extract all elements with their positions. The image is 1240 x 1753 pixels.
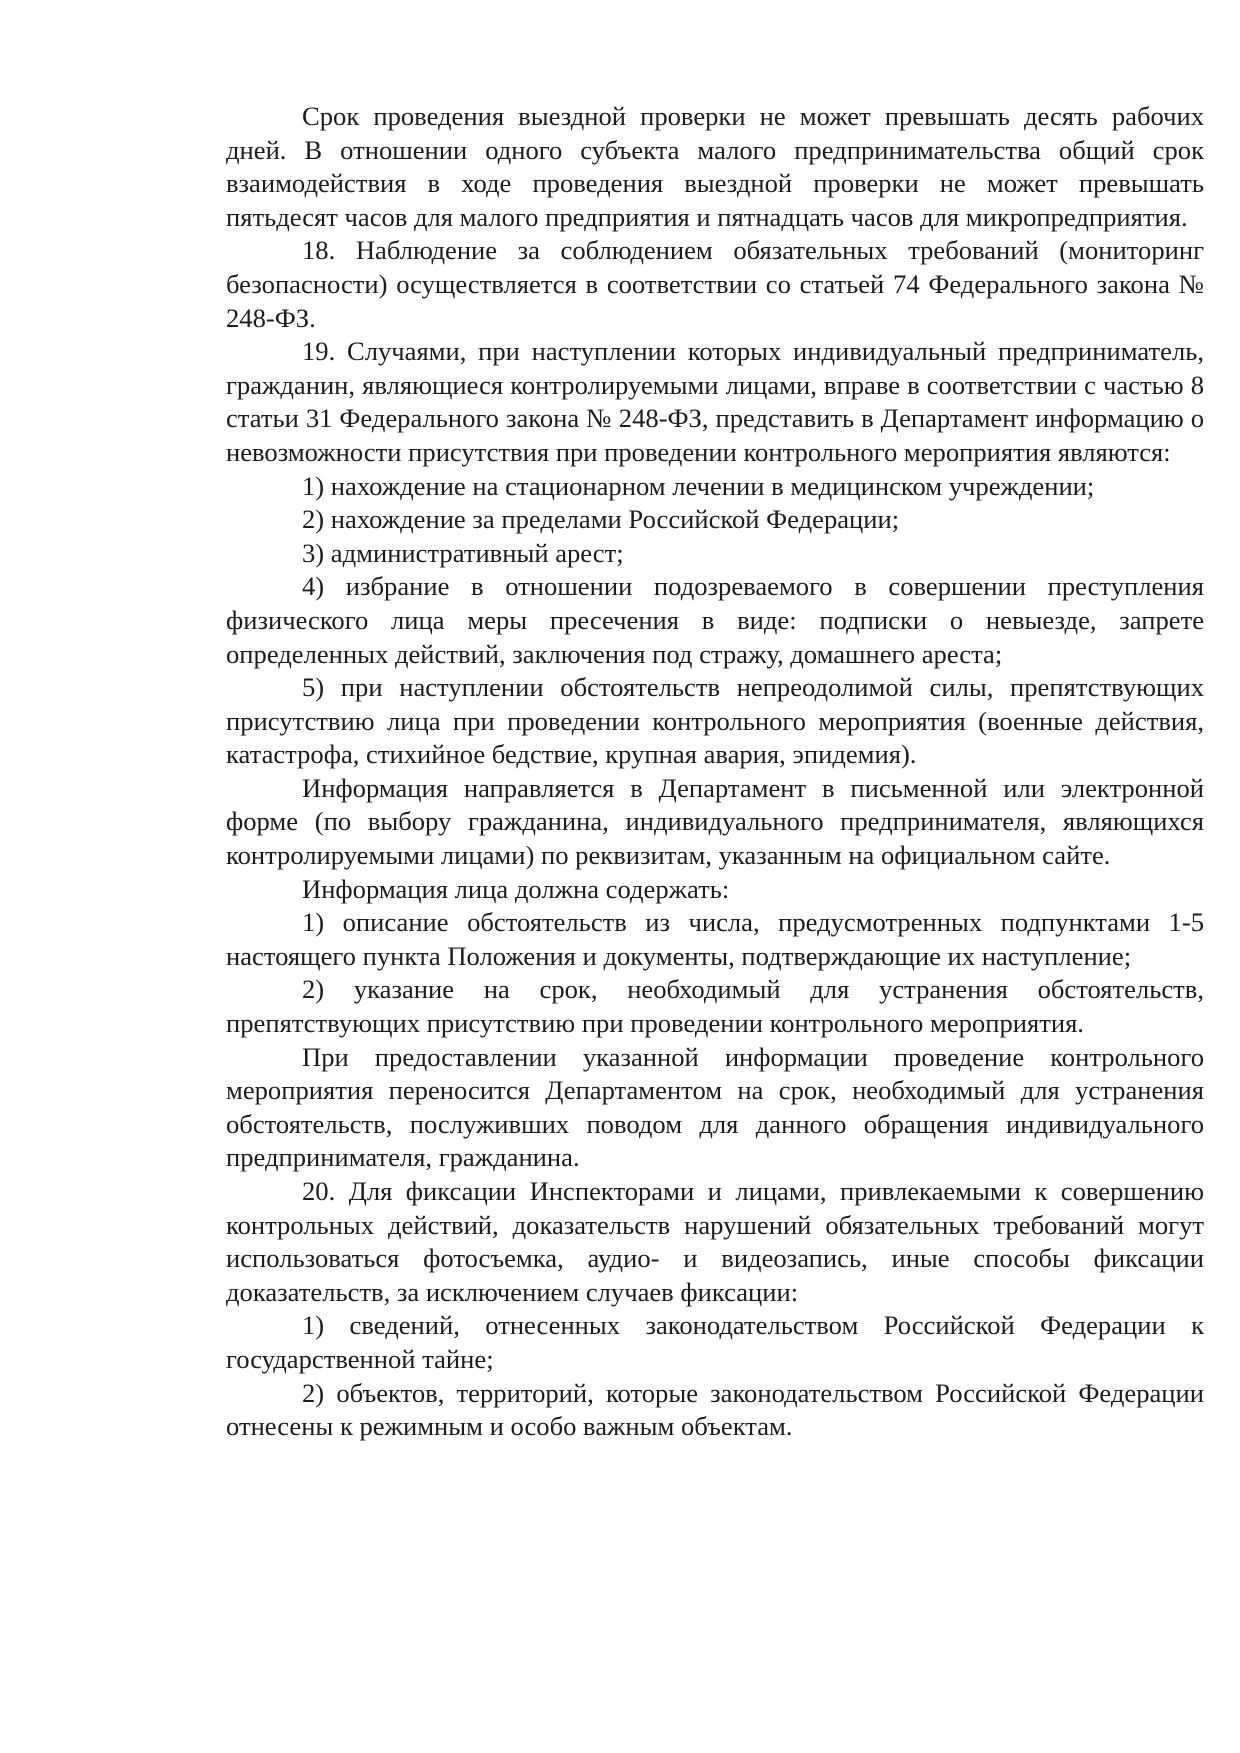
paragraph-postponement: При предоставлении указанной информации проведение контрольного мероприятия переносится Департаментом на срок, необходимый для устранения обстоятельств, послуживших поводом для данного обращения индивидуального предпринимателя, гражданина. xyxy=(226,1041,1204,1173)
paragraph-20-evidence-recording: 20. Для фиксации Инспекторами и лицами, привлекаемыми к совершению контрольных действий, доказательств нарушений обязательных требований могут использоваться фотосъемка, аудио- и видеозапись, иные способы фиксации доказательств, за исключением случаев фиксации: xyxy=(226,1176,1204,1307)
list-item-circumstances: 1) описание обстоятельств из числа, предусмотренных подпунктами 1-5 настоящего пункта Положения и документы, подтверждающие их наступление; xyxy=(226,907,1204,971)
paragraph-information-submission: Информация направляется в Департамент в письменной или электронной форме (по выбору гражданина, индивидуального предпринимателя, являющихся контролируемыми лицами) по реквизитам, указанным на официальном сайте. xyxy=(226,772,1204,871)
list-item-state-secret: 1) сведений, отнесенных законодательством Российской Федерации к государственной тайне; xyxy=(226,1310,1204,1374)
paragraph-19-absence-cases: 19. Случаями, при наступлении которых индивидуальный предприниматель, гражданин, являющиеся контролируемыми лицами, вправе в соответствии с частью 8 статьи 31 Федерального закона № 248-ФЗ, представить в Департамент информацию о невозможности присутствия при проведении контрольного мероприятия являются: xyxy=(226,336,1204,467)
document-body xyxy=(226,100,1204,1444)
list-item-abroad: 2) нахождение за пределами Российской Федерации; xyxy=(302,504,900,535)
list-item-term: 2) указание на срок, необходимый для устранения обстоятельств, препятствующих присутствию при проведении контрольного мероприятия. xyxy=(226,974,1204,1039)
paragraph-18-monitoring: 18. Наблюдение за соблюдением обязательных требований (мониторинг безопасности) осуществляется в соответствии со статьей 74 Федерального закона № 248-ФЗ. xyxy=(226,235,1204,333)
list-item-arrest: 3) административный арест; xyxy=(302,537,624,568)
list-item-force-majeure: 5) при наступлении обстоятельств непреодолимой силы, препятствующих присутствию лица при проведении контрольного мероприятия (военные действия, катастрофа, стихийное бедствие, крупная авария, эпидемия). xyxy=(226,672,1204,770)
list-item-preventive-measure: 4) избрание в отношении подозреваемого в совершении преступления физического лица меры пресечения в виде: подписки о невыезде, запрете определенных действий, заключения под стражу, домашнего ареста; xyxy=(226,571,1204,669)
list-item-hospital: 1) нахождение на стационарном лечении в медицинском учреждении; xyxy=(302,470,1095,501)
list-item-restricted-objects: 2) объектов, территорий, которые законодательством Российской Федерации отнесены к режимным и особо важным объектам. xyxy=(226,1377,1204,1442)
paragraph-inspection-duration: Срок проведения выездной проверки не может превышать десять рабочих дней. В отношении одного субъекта малого предпринимательства общий срок взаимодействия в ходе проведения выездной проверки не может превышать пятьдесят часов для малого предприятия и пятнадцать часов для микропредприятия. xyxy=(226,101,1204,232)
paragraph-information-contents: Информация лица должна содержать: xyxy=(302,873,730,904)
